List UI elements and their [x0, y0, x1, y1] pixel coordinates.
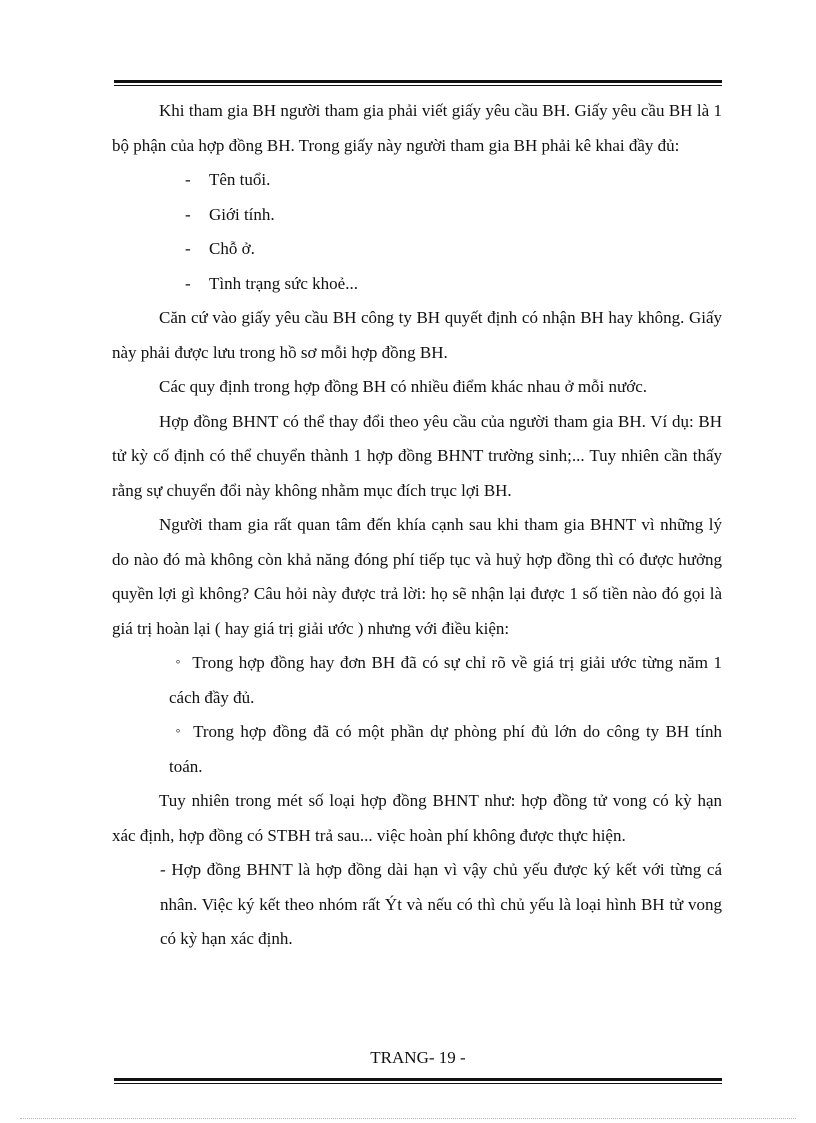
page-footer: [0, 1048, 816, 1068]
paragraph: Các quy định trong hợp đồng BH có nhiều điểm khác nhau ở mỗi nước.: [159, 377, 648, 396]
footer-rule: [114, 1078, 722, 1084]
page-label: TRANG: [370, 1048, 429, 1067]
list-item: - Chỗ ở.: [185, 239, 255, 258]
list-item: ◦ Trong hợp đồng hay đơn BH đã có sự chỉ rõ về giá trị giải ước từng năm 1 cách đầy đủ.: [169, 653, 722, 707]
paragraph: Hợp đồng BHNT có thể thay đổi theo yêu cầu của người tham gia BH. Ví dụ: BH tử kỳ cố định có thể chuyển thành 1 hợp đồng BHNT trường sinh;... Tuy nhiên cần thấy rằng sự chuyển đổi này không nhằm mục đích trục lợi BH.: [112, 411, 722, 500]
list-item: ◦ Trong hợp đồng đã có một phần dự phòng phí đủ lớn do công ty BH tính toán.: [169, 722, 722, 776]
page-edge: [20, 1118, 796, 1119]
paragraph-intro: Khi tham gia BH người tham gia phải viết giấy yêu cầu BH. Giấy yêu cầu BH là 1 bộ phận của hợp đồng BH. Trong giấy này người tham gia BH phải kê khai đầy đủ:: [112, 101, 722, 155]
paragraph: Căn cứ vào giấy yêu cầu BH công ty BH quyết định có nhận BH hay không. Giấy này phải được lưu trong hồ sơ mỗi hợp đồng BH.: [112, 308, 722, 362]
paragraph: Tuy nhiên trong mét số loại hợp đồng BHNT như: hợp đồng tử vong có kỳ hạn xác định, hợp đồng có STBH trả sau... việc hoàn phí không được thực hiện.: [112, 791, 722, 845]
list-item: - Tên tuổi.: [185, 170, 271, 189]
header-rule: [114, 80, 722, 86]
page-number: - 19 -: [428, 1048, 466, 1067]
list-item: - Tình trạng sức khoẻ...: [185, 273, 358, 293]
paragraph: - Hợp đồng BHNT là hợp đồng dài hạn vì vậy chủ yếu được ký kết với từng cá nhân. Việc ký kết theo nhóm rất Ýt và nếu có thì chủ yếu là loại hình BH tử vong có kỳ hạn xác định.: [160, 860, 723, 948]
page-body: [112, 94, 722, 957]
list-item: - Giới tính.: [185, 204, 275, 224]
paragraph: Người tham gia rất quan tâm đến khía cạnh sau khi tham gia BHNT vì những lý do nào đó mà không còn khả năng đóng phí tiếp tục và huỷ hợp đồng thì có được hưởng quyền lợi gì không? Câu hỏi này được trả lời: họ sẽ nhận lại được 1 số tiền nào đó gọi là giá trị hoàn lại ( hay giá trị giải ước ) nhưng với điều kiện:: [112, 515, 722, 638]
